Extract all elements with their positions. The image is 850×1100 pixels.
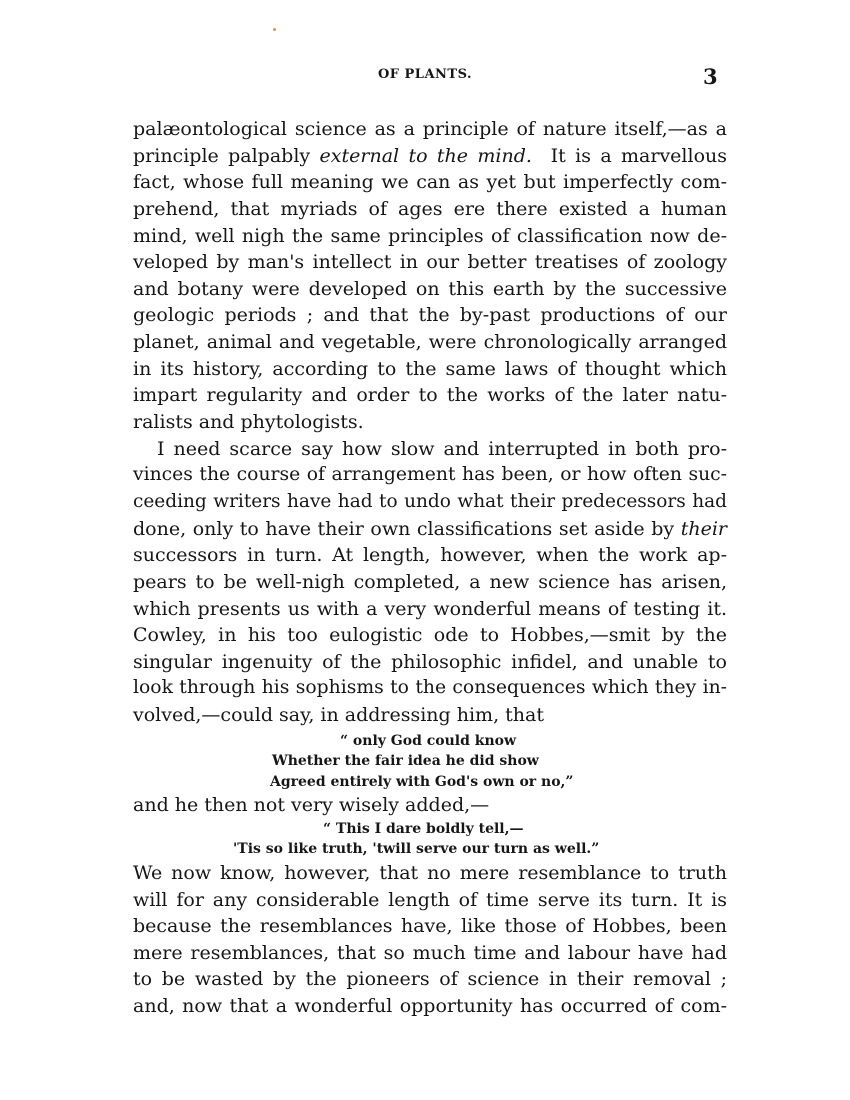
text-line: vinces the course of arrangement has been, or how often suc- <box>133 464 727 486</box>
text-line: We now know, however, that no mere resemblance to truth <box>133 861 727 884</box>
text-line: veloped by man's intellect in our better treatises of zoology <box>133 251 727 274</box>
verse-line: “ This I dare boldly tell,— <box>323 820 524 837</box>
text-line: will for any considerable length of time serve its turn. It is <box>133 888 727 911</box>
text-line: fact, whose full meaning we can as yet but imperfectly com- <box>133 171 727 194</box>
running-title: OF PLANTS. <box>377 67 473 82</box>
text-line: which presents us with a very wonderful means of testing it. <box>133 597 727 620</box>
text-line: and, now that a wonderful opportunity has occurred of com- <box>133 995 727 1018</box>
verse-quotation <box>133 819 727 860</box>
text-line: in its history, according to the same laws of thought which <box>133 357 727 380</box>
italic-phrase: external to the mind. <box>319 144 532 167</box>
text-line: pears to be well-nigh completed, a new science has arisen, <box>133 570 727 593</box>
text-line: to be wasted by the pioneers of science in their removal ; <box>133 968 727 991</box>
paper-speck <box>273 28 276 31</box>
text-line: ceeding writers have had to undo what their predecessors had <box>133 490 727 512</box>
text-line: prehend, that myriads of ages ere there existed a human <box>133 197 727 220</box>
verse-line: “ only God could know <box>340 732 517 749</box>
paragraph-first-line: I need scarce say how slow and interrupted in both pro- <box>157 437 727 460</box>
text-line: impart regularity and order to the works of the later natu- <box>133 384 727 407</box>
text-line: because the resemblances have, like those of Hobbes, been <box>133 915 727 938</box>
verse-line: 'Tis so like truth, 'twill serve our turn as well.” <box>233 841 600 858</box>
text-line <box>133 516 727 543</box>
text-line: palæontological science as a principle of nature itself,—as a <box>133 118 727 140</box>
text-line: singular ingenuity of the philosophic infidel, and unable to <box>133 650 727 673</box>
text-line: volved,—could say, in addressing him, that <box>133 704 544 727</box>
text-line: and botany were developed on this earth by the successive <box>133 277 727 300</box>
body-text <box>133 116 727 1020</box>
text-line: mere resemblances, that so much time and labour have had <box>133 941 727 964</box>
italic-word: their <box>680 517 727 540</box>
text-line: Cowley, in his too eulogistic ode to Hobbes,—smit by the <box>133 624 727 647</box>
verse-line: Whether the fair idea he did show <box>272 753 539 770</box>
text-line: look through his sophisms to the consequences which they in- <box>133 677 727 699</box>
text-line: mind, well nigh the same principles of classification now de- <box>133 224 727 247</box>
page-number: 3 <box>703 64 718 89</box>
running-head <box>0 64 850 88</box>
text-segment: principle palpably <box>133 144 311 167</box>
verse-line: Agreed entirely with God's own or no,” <box>270 773 574 790</box>
text-line: geologic periods ; and that the by-past productions of our <box>133 304 727 327</box>
text-line: planet, animal and vegetable, were chronologically arranged <box>133 331 727 354</box>
text-segment: It is a marvellous <box>550 144 727 167</box>
text-line: ralists and phytologists. <box>133 411 364 434</box>
verse-quotation <box>133 731 727 793</box>
text-segment: done, only to have their own classifications set aside by <box>133 517 675 540</box>
text-line: and he then not very wisely added,— <box>133 794 490 817</box>
text-line <box>133 143 727 170</box>
text-line: successors in turn. At length, however, when the work ap- <box>133 544 727 567</box>
